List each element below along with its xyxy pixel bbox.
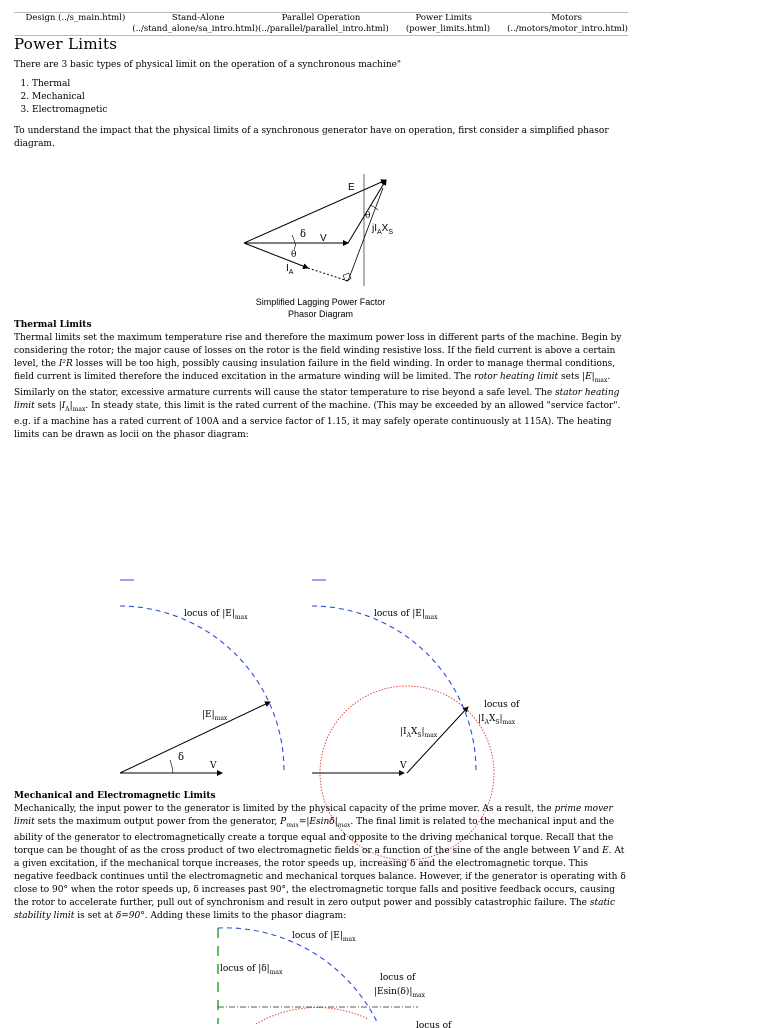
right-IAXs-label: $|I_AX_S|_{max}$ <box>400 727 438 739</box>
limit-types-list <box>14 78 629 117</box>
mech-locus-figure <box>208 924 452 1028</box>
right-locus-label: locus of $|E|_{max}$ <box>374 609 438 621</box>
phasor-diagram-figure <box>238 174 408 324</box>
label-V: V <box>320 233 327 244</box>
intro-text: There are 3 basic types of physical limit on the operation of a synchronous machine" <box>14 60 402 70</box>
nav-item-design[interactable] <box>14 13 137 24</box>
mech-section <box>14 790 629 929</box>
nav-link-power-limits[interactable]: Power Limits <box>415 13 473 23</box>
mech-locus-diagram <box>208 924 452 1028</box>
locus-I-label: locus of <box>416 1021 452 1028</box>
nav-labels-row <box>14 13 628 24</box>
left-V-label: V <box>210 761 217 771</box>
right-locus2-line2: $|I_AX_S|_{max}$ <box>478 714 516 726</box>
nav-item-motors[interactable] <box>505 13 628 24</box>
nav-url-motors[interactable]: (../motors/motor_intro.html) <box>507 24 628 34</box>
label-IA: $I_A$ <box>286 263 294 276</box>
nav-link-stand-alone[interactable]: Stand-Alone <box>171 13 225 23</box>
nav-item-stand-alone[interactable] <box>137 13 260 24</box>
label-theta-2: θ <box>365 211 371 221</box>
thermal-locus-figure <box>112 570 520 780</box>
page-title: Power Limits <box>14 35 118 53</box>
label-E: E <box>348 182 355 193</box>
left-E-label: $|E|_{max}$ <box>202 710 228 722</box>
phasor-caption: Simplified Lagging Power Factor Phasor Diagram <box>255 297 386 319</box>
list-item: 3. Electromagnetic <box>32 104 629 117</box>
label-theta: θ <box>291 250 297 260</box>
nav-item-power-limits[interactable] <box>382 13 505 24</box>
nav-link-parallel[interactable]: Parallel Operation <box>281 13 361 23</box>
nav-bar <box>14 12 628 36</box>
nav-url-power-limits[interactable]: (power_limits.html) <box>405 24 491 34</box>
right-V-label: V <box>400 761 407 771</box>
nav-url-stand-alone[interactable]: (../stand_alone/sa_intro.html) <box>132 24 259 34</box>
mech-heading: Mechanical and Electromagnetic Limits <box>14 791 216 801</box>
nav-link-motors[interactable]: Motors <box>551 13 582 23</box>
list-item: 2. Mechanical <box>32 91 629 104</box>
label-jIAXs: $jI_AX_S$ <box>372 223 394 236</box>
thermal-locus-diagram <box>112 570 520 780</box>
right-locus2-line1: locus of <box>484 700 520 710</box>
locus-Esin-line2: $|Esin(\delta)|_{max}$ <box>374 987 426 999</box>
nav-urls-row <box>14 24 628 35</box>
list-item: 1. Thermal <box>32 78 629 91</box>
locus-delta-label: locus of $|\delta|_{max}$ <box>220 964 283 976</box>
main-content <box>14 35 629 157</box>
nav-link-design[interactable]: Design (../s_main.html) <box>25 13 126 23</box>
locus-E-label: locus of $|E|_{max}$ <box>292 931 356 943</box>
left-locus-label: locus of $|E|_{max}$ <box>184 609 248 621</box>
thermal-section <box>14 319 629 448</box>
thermal-heading: Thermal Limits <box>14 320 92 330</box>
nav-url-parallel[interactable]: (../parallel/parallel_intro.html) <box>258 24 389 34</box>
phasor-intro-text: To understand the impact that the physical limits of a synchronous generator have on operation, first consider a simplified phasor diagram. <box>14 126 609 149</box>
nav-item-parallel[interactable] <box>260 13 383 24</box>
thermal-text: Thermal limits set the maximum temperature rise and therefore the maximum power loss in different parts of the machine. Begin by considering the rotor; the major cause of losses on the rotor is the field winding resistive loss. If the field current is above a certain level, the I²R losses will be too high, possibly causing insulation failure in the field winding. In order to manage thermal conditions, field current is limited therefore the induced excitation in the armature winding will be limited. The rotor heating limit sets $|E|_{max}$. Similarly on the stator, excessive armature currents will cause the stator temperature to rise beyond a safe level. The stator heating limit sets $|I_A|_{max}$. In steady state, this limit is the rated current of the machine. (This may be exceeded by an allowed "service factor". e.g. if a machine has a rated current of 100A and a service factor of 1.15, it may safely operate continuously at 115A). The heating limits can be drawn as locii on the phasor diagram: <box>14 333 622 440</box>
label-delta: δ <box>300 229 307 240</box>
locus-Esin-line1: locus of <box>380 973 416 983</box>
left-delta-label: δ <box>178 752 185 763</box>
mech-text: Mechanically, the input power to the generator is limited by the physical capacity of the prime mover. As a result, the prime mover limit sets the maximum output power from the generator, $P_{max}=|Esin\delta|_{max}$. The final limit is related to the mechanical input and the ability of the generator to electromagnetically create a torque equal and opposite to the driving mechanical torque. Recall that the torque can be thought of as the cross product of two electromagnetic fields or a function of the sine of the angle between V and E. At a given excitation, if the mechanical torque increases, the rotor speeds up, increasing δ and the electromagnetic torque. This negative feedback continues until the electromagnetic and mechanical torques balance. However, if the generator is operating with δ close to 90° when the rotor speeds up, δ increases past 90°, the electromagnetic torque falls and positive feedback occurs, causing the rotor to accelerate further, pull out of synchronism and result in zero output power and possibly catastrophic failure. The static stability limit is set at δ=90°. Adding these limits to the phasor diagram: <box>14 804 626 921</box>
